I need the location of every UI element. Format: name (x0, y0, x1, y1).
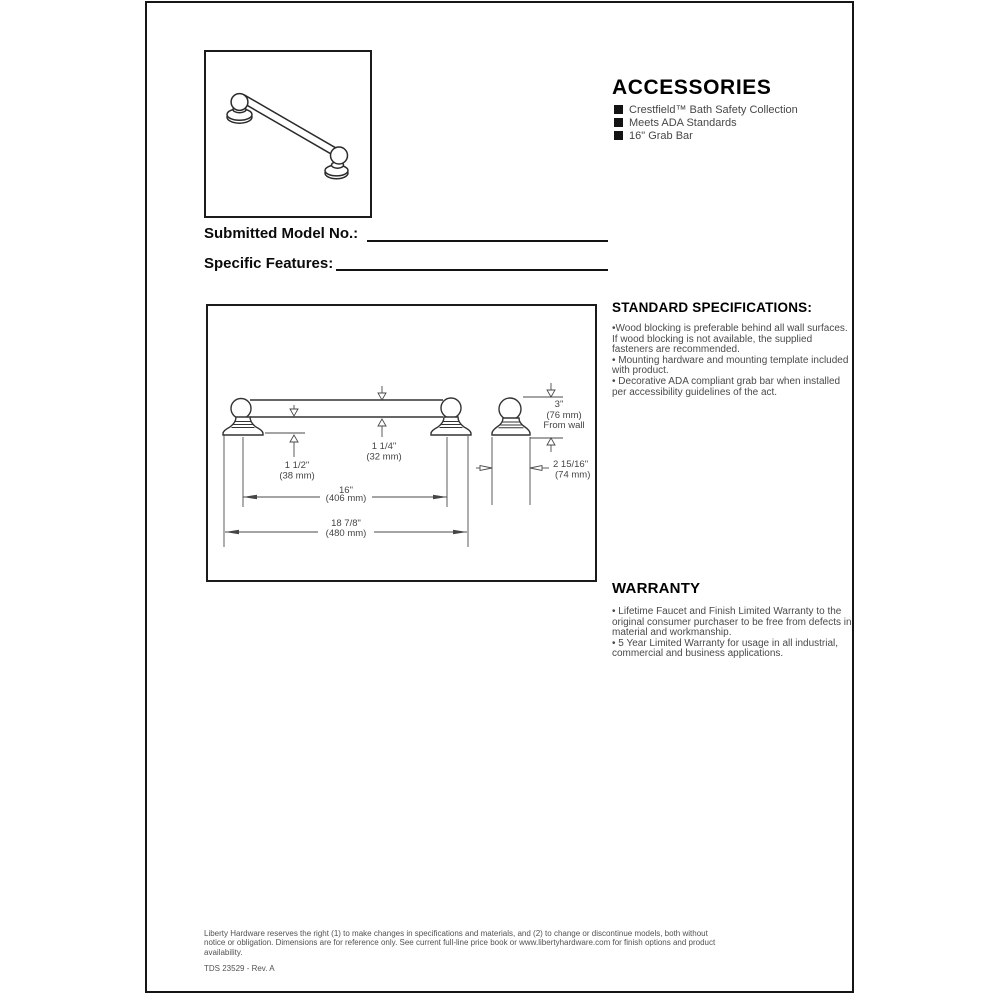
grab-bar-side-view (492, 398, 530, 435)
square-bullet-icon (614, 131, 623, 140)
accessory-label: 16" Grab Bar (629, 129, 693, 142)
document-number: TDS 23529 - Rev. A (204, 964, 275, 973)
accessories-list (614, 103, 798, 142)
spec-bullet: • Decorative ADA compliant grab bar when installed per accessibility guidelines of the act. (612, 375, 841, 398)
bar-diameter-label: 1 1/4" (371, 441, 397, 452)
technical-drawing (208, 306, 595, 580)
specific-features-blank-line (336, 269, 608, 271)
legal-disclaimer: Liberty Hardware reserves the right (1) to make changes in specifications and materials, and (2) to change or discontinue models, both without notice or obligation. Dimensions are for reference only. See current full-line price book or www.libertyhardware.com for finish options and product availability. (204, 929, 716, 957)
dimension-labels (279, 399, 590, 539)
projection-note-label: From wall (543, 420, 585, 431)
base-diameter-mm-label: (74 mm) (555, 469, 591, 481)
base-diameter-label: 2 15/16" (553, 459, 589, 470)
square-bullet-icon (614, 118, 623, 127)
wall-clearance-label: 1 1/2" (284, 460, 310, 471)
product-image-box (204, 50, 372, 218)
technical-drawing-box (206, 304, 597, 582)
submitted-model-label: Submitted Model No.: (204, 225, 359, 242)
projection-label: 3" (554, 399, 564, 410)
accessory-label: Crestfield™ Bath Safety Collection (629, 103, 798, 116)
grab-bar-3d-icon (227, 94, 348, 179)
accessory-label: Meets ADA Standards (629, 116, 737, 129)
grab-bar-illustration (206, 52, 370, 216)
square-bullet-icon (614, 105, 623, 114)
spec-bullet: • Mounting hardware and mounting template included with product. (612, 354, 849, 377)
grab-bar-front-view (223, 398, 471, 435)
center-to-center-label: 16" (339, 485, 353, 496)
specifications-heading: STANDARD SPECIFICATIONS: (612, 300, 813, 315)
warranty-bullet: • Lifetime Faucet and Finish Limited Warranty to the original consumer purchaser to be free from defects in material and workmanship. (612, 606, 852, 639)
specific-features-label: Specific Features: (204, 255, 334, 272)
submitted-model-blank-line (367, 240, 608, 242)
list-item (614, 103, 798, 116)
bar-diameter-mm-label: (32 mm) (366, 451, 402, 463)
warranty-heading: WARRANTY (612, 580, 701, 597)
projection-mm-label: (76 mm) (546, 410, 582, 421)
spec-bullet: •Wood blocking is preferable behind all wall surfaces. If wood blocking is not available, the supplied fasteners are recommended. (612, 323, 848, 356)
standard-specifications-section (612, 300, 852, 398)
overall-length-mm-label: (480 mm) (325, 527, 367, 539)
warranty-section (612, 580, 852, 660)
list-item (614, 116, 798, 129)
center-to-center-mm-label: (406 mm) (325, 492, 367, 504)
wall-clearance-mm-label: (38 mm) (279, 470, 315, 482)
accessories-heading: ACCESSORIES (612, 76, 772, 99)
warranty-bullet: • 5 Year Limited Warranty for usage in all industrial, commercial and business applications. (612, 637, 839, 660)
overall-length-label: 18 7/8" (331, 518, 361, 529)
list-item (614, 129, 798, 142)
